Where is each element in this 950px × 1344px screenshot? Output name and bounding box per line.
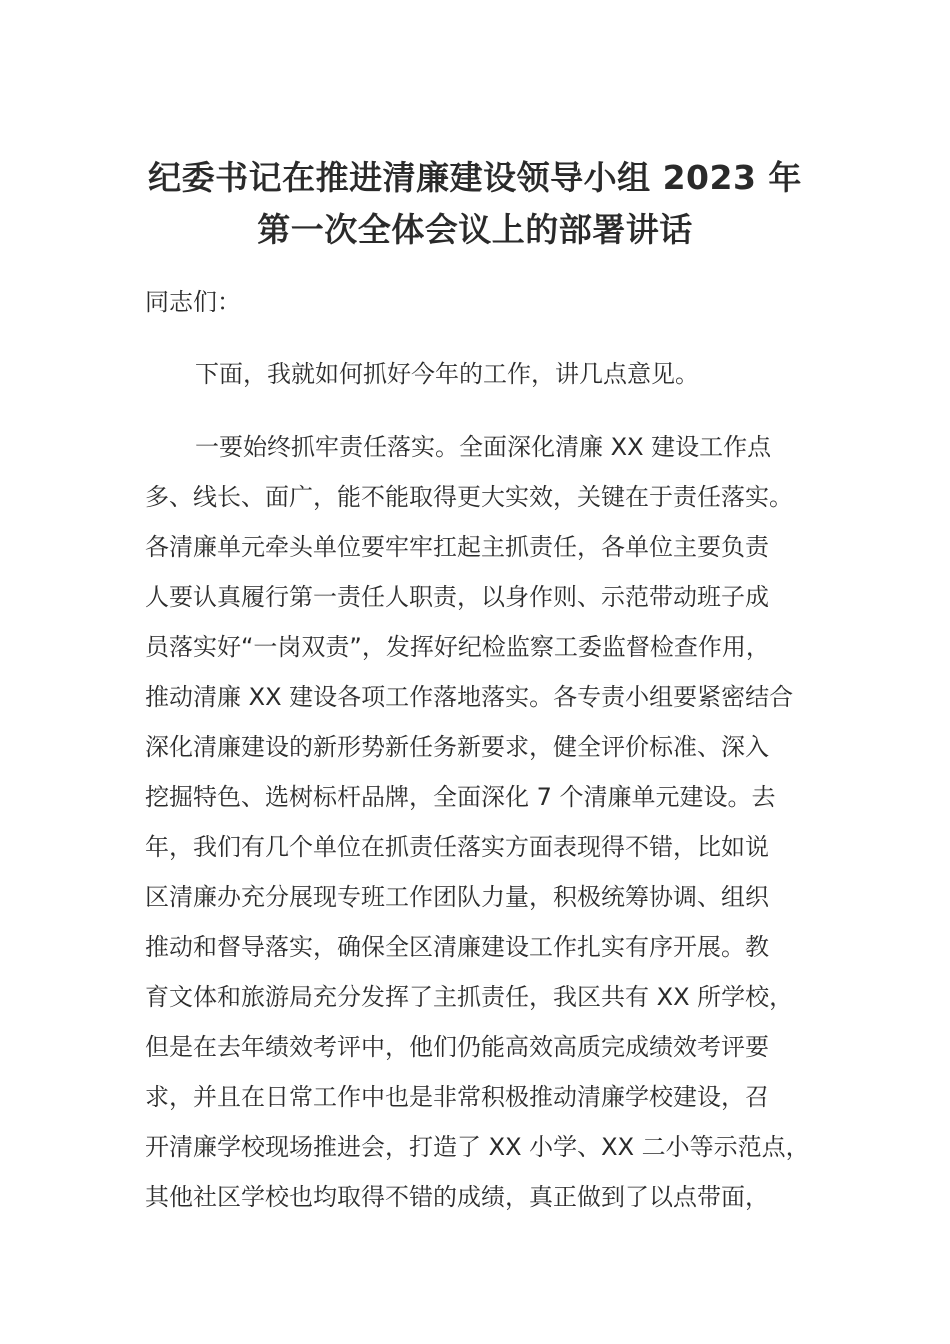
paragraph-line: 一要始终抓牢责任落实。全面深化清廉 XX 建设工作点	[195, 433, 772, 461]
paragraph-line: 但是在去年绩效考评中，他们仍能高效高质完成绩效考评要	[145, 1033, 769, 1061]
paragraph-line: 开清廉学校现场推进会，打造了 XX 小学、XX 二小等示范点，	[145, 1133, 810, 1161]
paragraph-line: 年，我们有几个单位在抓责任落实方面表现得不错，比如说	[145, 833, 769, 861]
document-title-line-1: 纪委书记在推进清廉建设领导小组 2023 年	[148, 158, 802, 197]
paragraph-line: 挖掘特色、选树标杆品牌，全面深化 7 个清廉单元建设。去	[145, 783, 776, 811]
paragraph-line: 各清廉单元牵头单位要牢牢扛起主抓责任，各单位主要负责	[145, 533, 769, 561]
paragraph-line: 推动和督导落实，确保全区清廉建设工作扎实有序开展。教	[145, 933, 769, 961]
paragraph-line: 多、线长、面广，能不能取得更大实效，关键在于责任落实。	[145, 483, 793, 511]
intro-paragraph: 下面，我就如何抓好今年的工作，讲几点意见。	[195, 360, 699, 388]
paragraph-line: 推动清廉 XX 建设各项工作落地落实。各专责小组要紧密结合	[145, 683, 794, 711]
paragraph-line: 求，并且在日常工作中也是非常积极推动清廉学校建设，召	[145, 1083, 769, 1111]
salutation: 同志们：	[145, 288, 241, 316]
paragraph-line: 人要认真履行第一责任人职责，以身作则、示范带动班子成	[145, 583, 769, 611]
section-1-paragraph	[145, 425, 835, 1225]
paragraph-line: 区清廉办充分展现专班工作团队力量，积极统筹协调、组织	[145, 883, 769, 911]
paragraph-line: 其他社区学校也均取得不错的成绩，真正做到了以点带面，	[145, 1183, 769, 1211]
paragraph-line: 员落实好“一岗双责”，发挥好纪检监察工委监督检查作用，	[145, 633, 770, 661]
paragraph-line: 育文体和旅游局充分发挥了主抓责任，我区共有 XX 所学校，	[145, 983, 794, 1011]
paragraph-line: 深化清廉建设的新形势新任务新要求，健全评价标准、深入	[145, 733, 769, 761]
document-title-line-2: 第一次全体会议上的部署讲话	[257, 210, 693, 249]
